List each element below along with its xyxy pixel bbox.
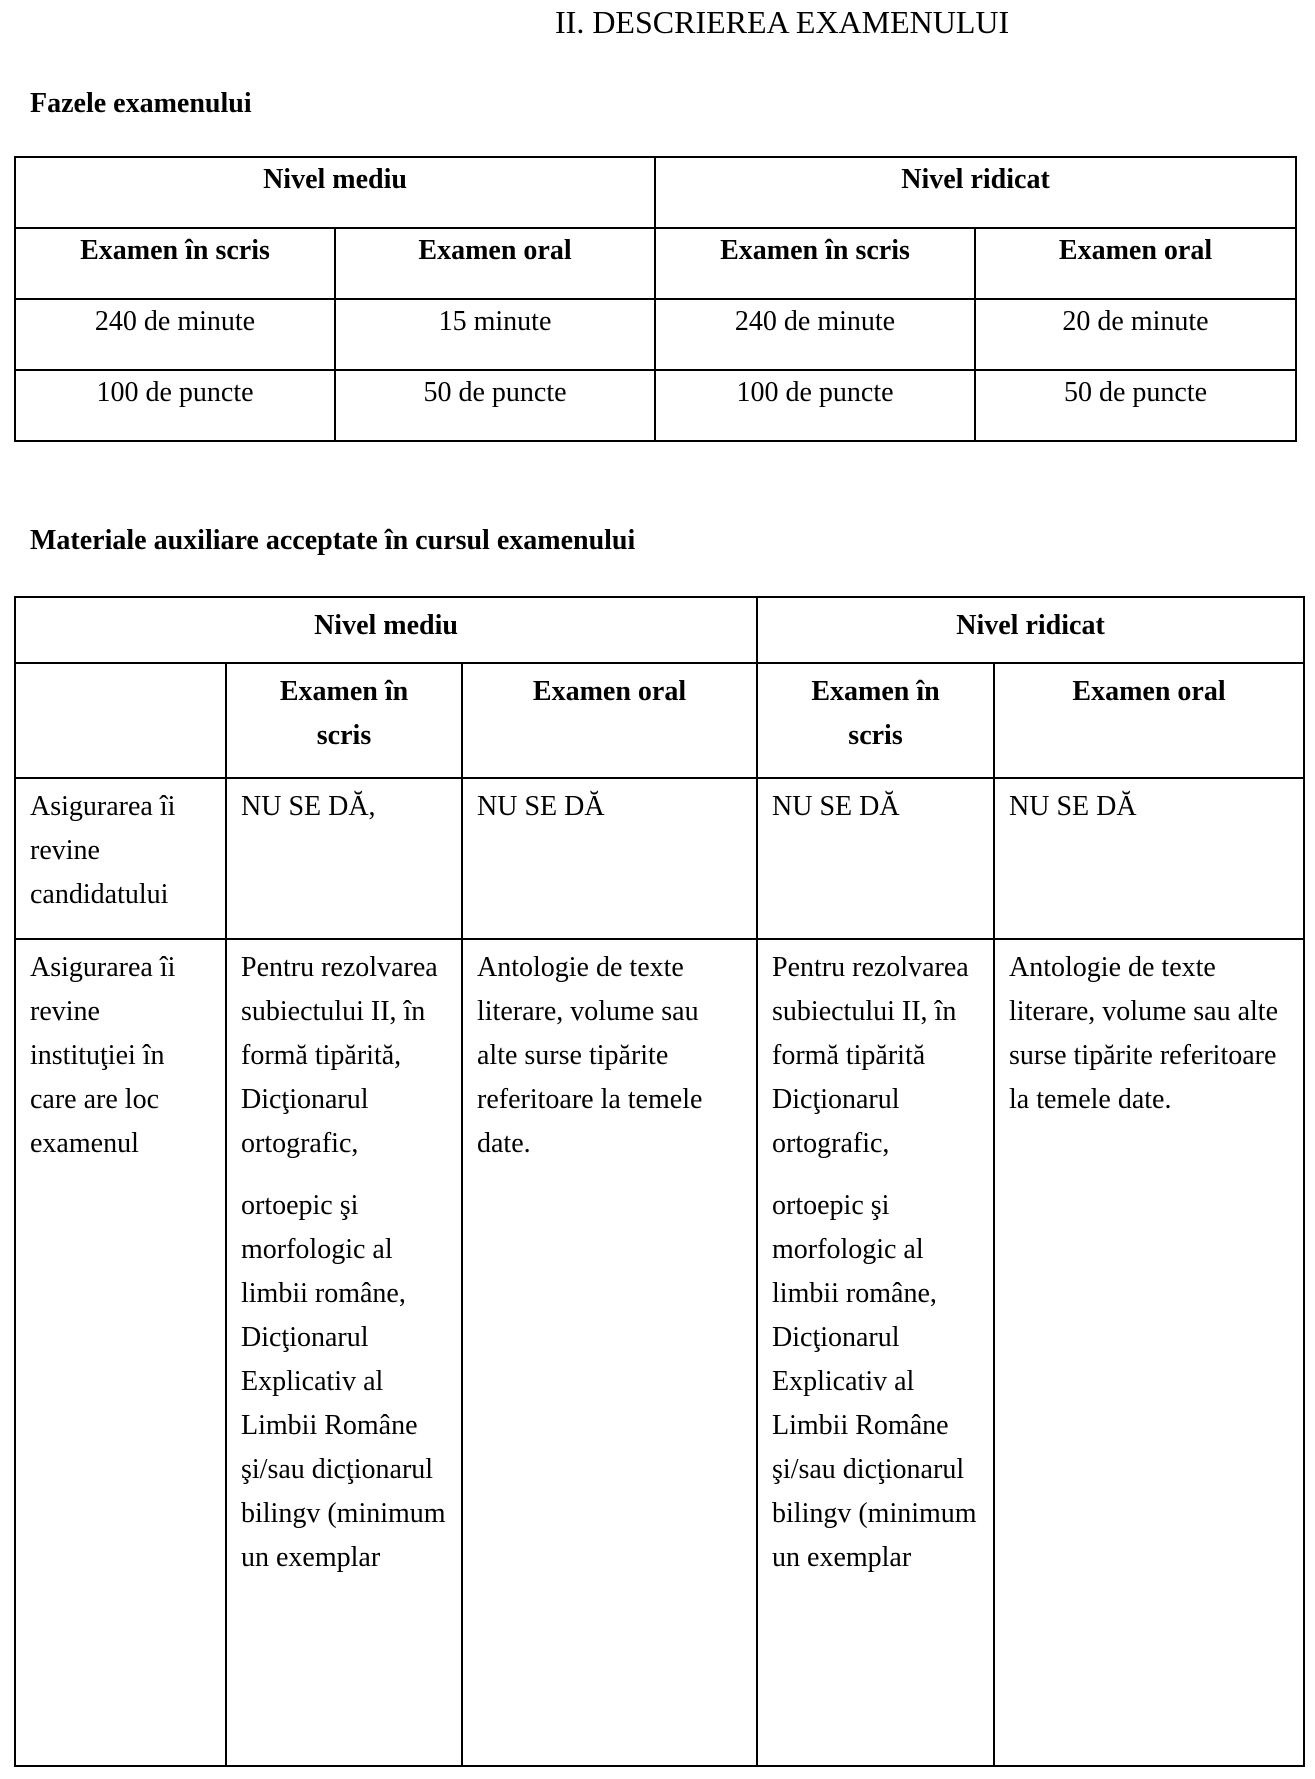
table-cell: 100 de puncte [15,370,335,441]
table-cell: 15 minute [335,299,655,370]
cell-paragraph: Pentru rezolvarea subiectului II, în formă tipărită Dicţionarul ortografic, [772,952,969,1159]
row-label: Asigurarea îi revine instituţiei în care are loc examenul [15,939,226,1766]
column-header: Examen oral [994,663,1304,778]
level-header-high: Nivel ridicat [655,157,1296,228]
table-row [15,778,1304,939]
table-row [15,370,1296,441]
cell-paragraph: Antologie de texte literare, volume sau alte surse tipărite referitoare la temele date. [1009,952,1279,1115]
table-row [15,299,1296,370]
cell-paragraph: Pentru rezolvarea subiectului II, în formă tipărită, Dicţionarul ortografic, [241,952,438,1159]
column-header: Examen oral [975,228,1296,299]
column-header: Examen oral [462,663,757,778]
column-header: Examen în scris [226,663,462,778]
table-cell [462,939,757,1766]
table-cell [226,939,462,1766]
table-cell [994,939,1304,1766]
column-header: Examen în scris [15,228,335,299]
level-header-high: Nivel ridicat [757,597,1304,663]
table-cell: NU SE DĂ [757,778,994,939]
table-cell: NU SE DĂ [994,778,1304,939]
column-header: Examen oral [335,228,655,299]
auxiliary-materials-table [14,596,1305,1767]
table-cell: 240 de minute [655,299,975,370]
table-cell: 240 de minute [15,299,335,370]
table-row [15,939,1304,1766]
empty-header-cell [15,663,226,778]
table-cell: 100 de puncte [655,370,975,441]
cell-paragraph: ortoepic şi morfologic al limbii române, Dicţionarul Explicativ al Limbii Române şi/sau dicţionarul bilingv (minimum un exemplar [241,1190,446,1573]
table-cell: NU SE DĂ [462,778,757,939]
section-heading-phases: Fazele examenului [30,88,252,119]
page-title: II. DESCRIEREA EXAMENULUI [555,4,1010,40]
table-cell: 50 de puncte [975,370,1296,441]
cell-paragraph: ortoepic şi morfologic al limbii române, Dicţionarul Explicativ al Limbii Române şi/sau dicţionarul bilingv (minimum un exemplar [772,1190,977,1573]
table-cell [757,939,994,1766]
section-heading-materials: Materiale auxiliare acceptate în cursul examenului [30,525,636,556]
cell-paragraph: Antologie de texte literare, volume sau alte surse tipărite referitoare la temele date. [477,952,703,1159]
table-cell: NU SE DĂ, [226,778,462,939]
column-header: Examen în scris [655,228,975,299]
table-cell: 20 de minute [975,299,1296,370]
exam-phases-table [14,156,1297,442]
level-header-medium: Nivel mediu [15,157,655,228]
level-header-medium: Nivel mediu [15,597,757,663]
row-label: Asigurarea îi revine candidatului [15,778,226,939]
table-cell: 50 de puncte [335,370,655,441]
column-header: Examen în scris [757,663,994,778]
